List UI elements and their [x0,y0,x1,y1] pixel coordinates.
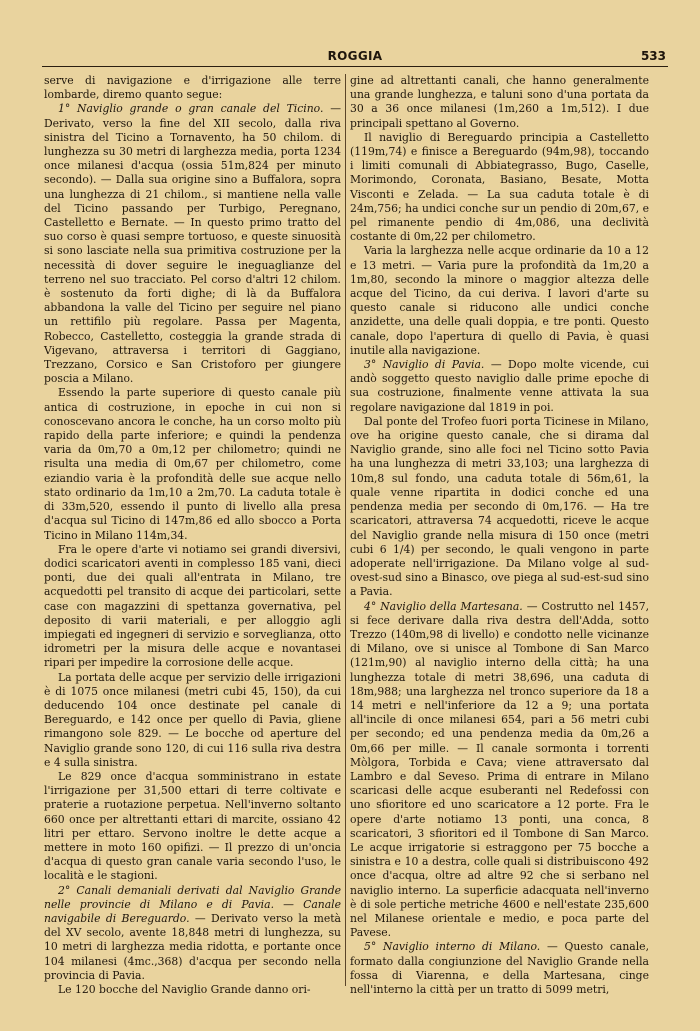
paragraph-text: — Questo canale, formato dalla congiunzione del Naviglio Grande nella fossa di Viarenna, e della Martesana, cinge nell'interno la città per un tratto di 5099 metri, [350,940,649,996]
paragraph [44,543,341,671]
paragraph-text: — Derivato, verso la fine del XII secolo, dalla riva sinistra del Ticino a Tornavento, ha 50 chilom. di lunghezza su 30 metri di larghezza media, porta 1234 once milanesi d'acqua (ossia 51m,824 per minuto secondo). — Dalla sua origine sino a Buffalora, sopra una lunghezza di 21 chilom., si mantiene nella valle del Ticino passando per Turbigo, Peregnano, Castelletto e Bernate. — In questo primo tratto del suo corso è quasi sempre tortuoso, e queste sinuosità si sono lasciate nella sua primitiva costruzione per la necessità di dover seguire le ineguaglianze del terreno nel suo tracciato. Pel corso d'altri 12 chilom. è sostenuto da forti dighe; di là da Buffalora abbandona la valle del Ticino per seguire nel piano un rettifilo più regolare. Passa per Magenta, Robecco, Castelletto, costeggia la grande strada di Vigevano, attraversa i territori di Gaggiano, Trezzano, Corsico e San Cristoforo per giungere poscia a Milano. [44,102,341,386]
paragraph [44,386,341,542]
running-title: ROGGIA [327,49,383,63]
paragraph-text: — Dopo molte vicende, cui andò soggetto questo naviglio dalle prime epoche di sua costruzione, finalmente venne attivata la sua regolare navigazione dal 1819 in poi. [350,358,649,414]
paragraph [44,74,341,102]
paragraph-text: — Costrutto nel 1457, si fece derivare dalla riva destra dell'Adda, sotto Trezzo (140m,98 di livello) e condotto nelle vicinanze di Milano, ove si unisce al Tombone di San Marco (121m,90) al naviglio interno della città; ha una lunghezza totale di metri 38,696, una caduta di 18m,988; una larghezza nel tronco superiore da 18 a 14 metri e nell'inferiore da 12 a 9; una portata all'incile di once milanesi 654, pari a 56 metri cubi per secondo; ed una pendenza media da 0m,26 a 0m,66 per mille. — Il canale sormonta i torrenti Mòlgora, Torbida e Cava; viene attraversato dal Lambro e dal Seveso. Prima di entrare in Milano scaricasi delle acque esuberanti nel Redefossi con uno sfioritore ed uno scaricatore a 12 porte. Fra le opere d'arte notiamo 13 ponti, una conca, 8 scaricatori, 3 sfioritori ed il Tombone di San Marco. Le acque irrigatorie si estraggono per 75 bocche a sinistra e 10 a destra, colle quali si distribuiscono 492 once d'acqua, oltre ad altre 92 che si serbano nel naviglio interno. La superficie adacquata nell'inverno è di sole pertiche metriche 4600 e nell'estate 235,600 nel Milanese orientale e medio, e poca parte del Pavese. [350,599,650,940]
paragraph [350,415,649,600]
paragraph [350,244,649,358]
paragraph-text: gine ad altrettanti canali, che hanno generalmente una grande lunghezza, e taluni sono d'una portata da 30 a 36 once milanesi (1m,260 a 1m,512). I due principali spettano al Governo. [350,74,649,130]
paragraph [350,358,649,415]
paragraph-heading: 5° Naviglio interno di Milano. [364,940,541,954]
left-column [44,74,341,997]
paragraph-heading: 4° Naviglio della Martesana. [364,599,523,613]
paragraph-heading: 1° Naviglio grande o gran canale del Ticino. [58,102,324,116]
paragraph [44,770,341,884]
paragraph [350,600,649,941]
column-divider [345,74,346,986]
paragraph [350,131,649,245]
right-column [350,74,649,997]
paragraph [44,671,341,770]
paragraph [44,102,341,386]
paragraph-text: Essendo la parte superiore di questo canale più antica di costruzione, in epoche in cui non si conoscevano ancora le conche, ha un corso molto più rapido della parte inferiore; e quindi la pendenza varia da 0m,70 a 0m,12 per chilometro; quindi ne risulta una media di 0m,67 per chilometro, come eziandio varia è la profondità delle sue acque nello stato ordinario da 1m,10 a 2m,70. La caduta totale è di 33m,520, essendo il punto di livello alla presa d'acqua sul Ticino di 147m,86 ed allo sbocco a Porta Ticino in Milano 114m,34. [44,386,341,542]
paragraph-text: Varia la larghezza nelle acque ordinarie da 10 a 12 e 13 metri. — Varia pure la profondità da 1m,20 a 1m,80, secondo la minore o maggior altezza delle acque del Ticino, da cui deriva. I lavori d'arte su questo canale si riducono alle undici conche anzidette, una delle quali doppia, e tre ponti. Questo canale, dopo l'apertura di quello di Pavia, è quasi inutile alla navigazione. [350,244,649,357]
paragraph [44,884,341,983]
page-number: 533 [640,49,666,63]
paragraph [350,940,649,997]
paragraph-text: Le 120 bocche del Naviglio Grande danno ori- [58,983,311,996]
paragraph-text: Dal ponte del Trofeo fuori porta Ticinese in Milano, ove ha origine questo canale, che si dirama dal Naviglio grande, sino alle foci nel Ticino sotto Pavia ha una lunghezza di metri 33,103; una larghezza di 10m,8 sul fondo, una caduta totale di 56m,61, la quale venne ripartita in dodici conche ed una pendenza media per secondo di 0m,176. — Ha tre scaricatori, attraversa 74 acquedotti, riceve le acque del Naviglio grande nella misura di 150 once (metri cubi 6 1/4) per secondo, le quali vengono in parte adoperate nell'irrigazione. Da Milano volge al sud-ovest-sud sino a Binasco, ove piega al sud-est-sud sino a Pavia. [350,414,649,599]
paragraph-heading: 3° Naviglio di Pavia. [364,358,485,372]
header-rule [42,66,668,67]
paragraph-text: Le 829 once d'acqua somministrano in estate l'irrigazione per 31,500 ettari di terre coltivate e praterie a ruotazione perpetua. Nell'inverno soltanto 660 once per altrettanti ettari di marcite, ossiano 42 litri per ettaro. Servono inoltre le dette acque a mettere in moto 160 opifizi. — Il prezzo di un'oncia d'acqua di questo gran canale varia secondo l'uso, le località e le stagioni. [44,769,341,883]
paragraph-text: Fra le opere d'arte vi notiamo sei grandi diversivi, dodici scaricatori aventi in complesso 185 vani, dieci ponti, due dei quali all'entrata in Milano, tre acquedotti pel transito di acque dei particolari, sette case con magazzini di spettanza governativa, pel deposito di varii materiali, e per alloggio agli impiegati ed ingegneri di servizio e sorveglianza, otto idrometri per la misura delle acque e novantasei ripari per impedire la corrosione delle acque. [44,542,341,670]
paragraph [350,74,649,131]
page-header [42,49,668,65]
paragraph-text: — Derivato verso la metà del XV secolo, avente 18,848 metri di lunghezza, su 10 metri di larghezza media ridotta, e portante once 104 milanesi (4mc.,368) d'acqua per secondo nella provincia di Pavia. [44,911,341,982]
paragraph-heading: 2° Canali demaniali derivati dal Naviglio Grande nelle provincie di Milano e di Pavia. — Canale navigabile di Bereguardo. [44,883,341,925]
paragraph-text: Il naviglio di Bereguardo principia a Castelletto (119m,74) e finisce a Bereguardo (94m,98), toccando i limiti comunali di Abbiategrasso, Bugo, Caselle, Morimondo, Coronata, Basiano, Besate, Motta Visconti e Zelada. — La sua caduta totale è di 24m,756; ha undici conche sur un pendio di 20m,67, e pel rimanente pendio di 4m,086, una declività costante di 0m,22 per chilometro. [350,130,649,244]
paragraph-text: La portata delle acque per servizio delle irrigazioni è di 1075 once milanesi (metri cubi 45, 150), da cui deducendo 104 once destinate pel canale di Bereguardo, e 142 once per quello di Pavia, gliene rimangono sole 829. — Le bocche od aperture del Naviglio grande sono 120, di cui 116 sulla riva destra e 4 sulla sinistra. [44,670,341,769]
paragraph-text: serve di navigazione e d'irrigazione alle terre lombarde, diremo quanto segue: [44,74,341,102]
paragraph [44,983,341,997]
